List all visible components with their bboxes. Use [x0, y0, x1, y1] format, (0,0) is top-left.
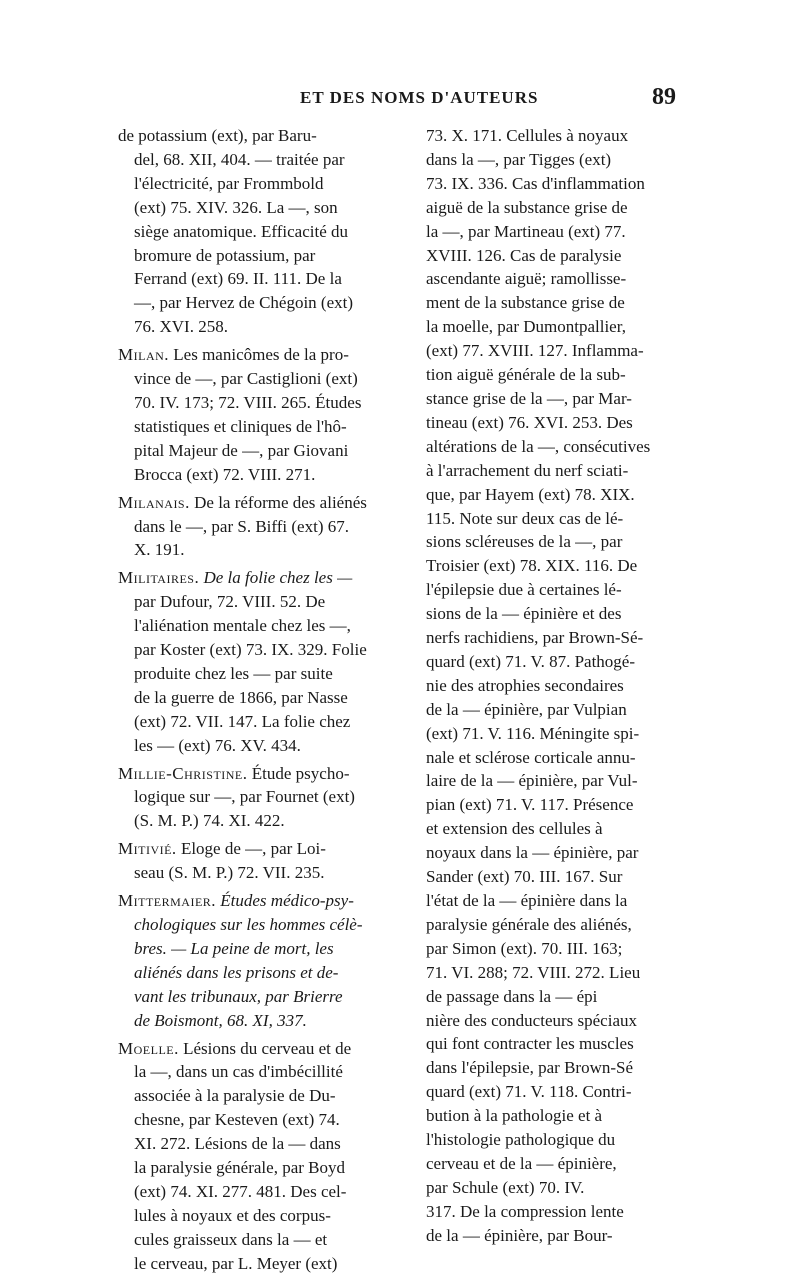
- entry-text: Études médico-psy-: [220, 891, 354, 911]
- entry-headword: Militaires.: [118, 568, 200, 588]
- entry-line: et extension des cellules à: [426, 819, 603, 839]
- entry-line: Troisier (ext) 78. XIX. 116. De: [426, 556, 638, 576]
- index-entry: [118, 566, 393, 757]
- entry-text: de Boismont, 68. XI, 337.: [134, 1010, 307, 1030]
- entry-text: de potassium (ext), par Baru-: [118, 126, 317, 145]
- entry-text: par Koster (ext) 73. IX. 329. Folie: [134, 640, 367, 660]
- entry-text: de la guerre de 1866, par Nasse: [134, 687, 348, 707]
- entry-text: (ext) 72. VII. 147. La folie chez: [134, 711, 351, 731]
- entry-line: [118, 1132, 393, 1156]
- entry-line: ment de la substance grise de: [426, 293, 625, 313]
- entry-line: par Simon (ext). 70. III. 163;: [426, 938, 623, 958]
- index-entry: [118, 1037, 393, 1276]
- entry-line: nale et sclérose corticale annu-: [426, 747, 636, 767]
- entry-line: [118, 1009, 393, 1033]
- entry-line: [118, 491, 393, 515]
- entry-line: [118, 439, 393, 463]
- entry-text: l'électricité, par Frommbold: [134, 173, 324, 193]
- entry-text: (S. M. P.) 74. XI. 422.: [134, 811, 285, 831]
- entry-line: tineau (ext) 76. XVI. 253. Des: [426, 412, 633, 432]
- entry-text: l'aliénation mentale chez les —,: [134, 616, 351, 636]
- entry-line: dans l'épilepsie, par Brown-Sé: [426, 1058, 634, 1078]
- entry-line: 73. X. 171. Cellules à noyaux: [426, 126, 629, 145]
- entry-line: [118, 614, 393, 638]
- entry-headword: Milanais.: [118, 492, 190, 512]
- entry-line: nerfs rachidiens, par Brown-Sé-: [426, 628, 644, 648]
- entry-text: XI. 272. Lésions de la — dans: [134, 1134, 341, 1154]
- entry-line: que, par Hayem (ext) 78. XIX.: [426, 484, 635, 504]
- entry-text: la paralysie générale, par Boyd: [134, 1158, 345, 1178]
- entry-line: [118, 172, 393, 196]
- entry-line: [118, 937, 393, 961]
- entry-text: vant les tribunaux, par Brierre: [134, 986, 343, 1006]
- index-entry: [118, 762, 393, 834]
- entry-text: chesne, par Kesteven (ext) 74.: [134, 1110, 340, 1130]
- entry-line: [118, 913, 393, 937]
- entry-line: l'histologie pathologique du: [426, 1130, 616, 1150]
- entry-line: [118, 638, 393, 662]
- entry-line: sions de la — épinière et des: [426, 604, 622, 624]
- entry-line: [118, 267, 393, 291]
- entry-line: [118, 124, 393, 148]
- entry-line: noyaux dans la — épinière, par: [426, 843, 639, 863]
- entry-line: de la — épinière, par Vulpian: [426, 699, 627, 719]
- entry-line: aiguë de la substance grise de: [426, 197, 628, 217]
- entry-line: [118, 391, 393, 415]
- entry-line: paralysie générale des aliénés,: [426, 914, 632, 934]
- entry-line: [118, 762, 393, 786]
- entry-line: [118, 291, 393, 315]
- entry-line: bution à la pathologie et à: [426, 1106, 603, 1126]
- entry-text: la —, dans un cas d'imbécillité: [134, 1062, 343, 1082]
- index-entry: [118, 124, 393, 339]
- entry-text: produite chez les — par suite: [134, 663, 333, 683]
- entry-text: chologiques sur les hommes célè-: [134, 915, 363, 934]
- entry-line: [118, 889, 393, 913]
- entry-line: [118, 196, 393, 220]
- entry-text: Brocca (ext) 72. VIII. 271.: [134, 464, 316, 484]
- entry-line: [118, 1060, 393, 1084]
- entry-line: [118, 148, 393, 172]
- entry-line: [118, 1084, 393, 1108]
- entry-line: [118, 710, 393, 734]
- entry-headword: Mittermaier.: [118, 891, 217, 911]
- running-head: ET DES NOMS D'AUTEURS: [300, 88, 539, 107]
- entry-text: logique sur —, par Fournet (ext): [134, 787, 355, 807]
- entry-line: cerveau et de la — épinière,: [426, 1153, 617, 1173]
- right-column: [426, 124, 696, 1248]
- entry-line: [118, 463, 393, 487]
- entry-text: seau (S. M. P.) 72. VII. 235.: [134, 863, 325, 883]
- entry-line: (ext) 77. XVIII. 127. Inflamma-: [426, 341, 644, 361]
- entry-line: la —, par Martineau (ext) 77.: [426, 221, 626, 241]
- entry-text: statistiques et cliniques de l'hô-: [134, 416, 347, 436]
- entry-text: siège anatomique. Efficacité du: [134, 221, 348, 241]
- entry-line: tion aiguë générale de la sub-: [426, 365, 626, 385]
- entry-line: [118, 220, 393, 244]
- entry-headword: Moelle.: [118, 1038, 179, 1058]
- entry-line: nie des atrophies secondaires: [426, 675, 624, 695]
- entry-line: [118, 734, 393, 758]
- entry-text: del, 68. XII, 404. — traitée par: [134, 149, 345, 169]
- entry-line: [118, 244, 393, 268]
- entry-line: la moelle, par Dumontpallier,: [426, 317, 626, 337]
- entry-line: [118, 343, 393, 367]
- entry-line: 73. IX. 336. Cas d'inflammation: [426, 173, 645, 193]
- entry-line: [118, 590, 393, 614]
- entry-line: [118, 785, 393, 809]
- entry-line: pian (ext) 71. V. 117. Présence: [426, 795, 634, 815]
- entry-line: [118, 1252, 393, 1276]
- entry-line: [118, 1037, 393, 1061]
- entry-text: cules graisseux dans la — et: [134, 1229, 328, 1249]
- index-entry: [118, 491, 393, 563]
- entry-text: De la réforme des aliénés: [194, 492, 367, 512]
- entry-line: l'état de la — épinière dans la: [426, 891, 628, 910]
- entry-line: [118, 1180, 393, 1204]
- entry-line: [118, 662, 393, 686]
- entry-line: [118, 1228, 393, 1252]
- entry-line: laire de la — épinière, par Vul-: [426, 771, 638, 791]
- entry-line: de passage dans la — épi: [426, 986, 598, 1006]
- entry-text: De la folie chez les —: [203, 568, 353, 588]
- entry-line: 115. Note sur deux cas de lé-: [426, 508, 624, 528]
- entry-line: 71. VI. 288; 72. VIII. 272. Lieu: [426, 962, 641, 982]
- entry-line: à l'arrachement du nerf sciati-: [426, 460, 629, 480]
- entry-text: Étude psycho-: [251, 763, 350, 783]
- entry-line: stance grise de la —, par Mar-: [426, 388, 632, 408]
- entry-text: vince de —, par Castiglioni (ext): [134, 369, 358, 389]
- entry-text: 76. XVI. 258.: [134, 317, 228, 337]
- entry-text: —, par Hervez de Chégoin (ext): [134, 293, 354, 313]
- entry-line: sions scléreuses de la —, par: [426, 532, 623, 552]
- entry-headword: Millie-Christine.: [118, 763, 248, 783]
- entry-line: 317. De la compression lente: [426, 1201, 624, 1221]
- page-header: [0, 84, 800, 120]
- left-column: [118, 124, 393, 1280]
- entry-line: [118, 515, 393, 539]
- entry-line: XVIII. 126. Cas de paralysie: [426, 245, 622, 265]
- entry-text: les — (ext) 76. XV. 434.: [134, 735, 301, 755]
- entry-line: nière des conducteurs spéciaux: [426, 1010, 637, 1030]
- entry-text: dans le —, par S. Biffi (ext) 67.: [134, 516, 349, 536]
- entry-text: Les manicômes de la pro-: [173, 345, 349, 365]
- entry-line: ascendante aiguë; ramollisse-: [426, 269, 627, 289]
- entry-line: qui font contracter les muscles: [426, 1034, 634, 1054]
- entry-line: [118, 1108, 393, 1132]
- entry-text: associée à la paralysie de Du-: [134, 1086, 336, 1106]
- entry-text: aliénés dans les prisons et de-: [134, 962, 339, 982]
- entry-text: (ext) 74. XI. 277. 481. Des cel-: [134, 1181, 347, 1201]
- entry-line: [118, 367, 393, 391]
- entry-line: dans la —, par Tigges (ext): [426, 149, 612, 169]
- entry-line: [118, 566, 393, 590]
- entry-line: [118, 1156, 393, 1180]
- entry-line: quard (ext) 71. V. 118. Contri-: [426, 1082, 632, 1102]
- entry-headword: Mitivié.: [118, 839, 177, 859]
- entry-line: de la — épinière, par Bour-: [426, 1225, 613, 1245]
- entry-line: [118, 861, 393, 885]
- entry-text: bres. — La peine de mort, les: [134, 938, 334, 958]
- entry-line: Sander (ext) 70. III. 167. Sur: [426, 867, 623, 887]
- entry-text: X. 191.: [134, 540, 185, 560]
- entry-text: Lésions du cerveau et de: [183, 1038, 352, 1058]
- index-entry: [118, 889, 393, 1032]
- page-number: 89: [652, 84, 676, 110]
- entry-line: altérations de la —, consécutives: [426, 436, 651, 456]
- entry-text: par Dufour, 72. VIII. 52. De: [134, 592, 326, 612]
- entry-text: Eloge de —, par Loi-: [180, 839, 326, 859]
- entry-line: [118, 415, 393, 439]
- entry-line: [118, 837, 393, 861]
- entry-headword: Milan.: [118, 345, 170, 365]
- entry-line: quard (ext) 71. V. 87. Pathogé-: [426, 651, 636, 671]
- entry-line: [118, 1204, 393, 1228]
- entry-line: l'épilepsie due à certaines lé-: [426, 580, 622, 600]
- entry-line: (ext) 71. V. 116. Méningite spi-: [426, 723, 640, 743]
- entry-line: par Schule (ext) 70. IV.: [426, 1177, 585, 1197]
- index-entry: [118, 837, 393, 885]
- entry-line: [118, 985, 393, 1009]
- entry-text: (ext) 75. XIV. 326. La —, son: [134, 197, 338, 217]
- entry-line: [118, 538, 393, 562]
- entry-text: le cerveau, par L. Meyer (ext): [134, 1253, 338, 1273]
- entry-text: lules à noyaux et des corpus-: [134, 1205, 331, 1225]
- entry-text: 70. IV. 173; 72. VIII. 265. Études: [134, 392, 362, 412]
- entry-line: [118, 315, 393, 339]
- entry-text: Ferrand (ext) 69. II. 111. De la: [134, 269, 342, 289]
- index-entry: [118, 343, 393, 486]
- entry-line: [118, 961, 393, 985]
- entry-text: bromure de potassium, par: [134, 245, 316, 265]
- entry-text: pital Majeur de —, par Giovani: [134, 440, 349, 460]
- entry-line: [118, 686, 393, 710]
- entry-line: [118, 809, 393, 833]
